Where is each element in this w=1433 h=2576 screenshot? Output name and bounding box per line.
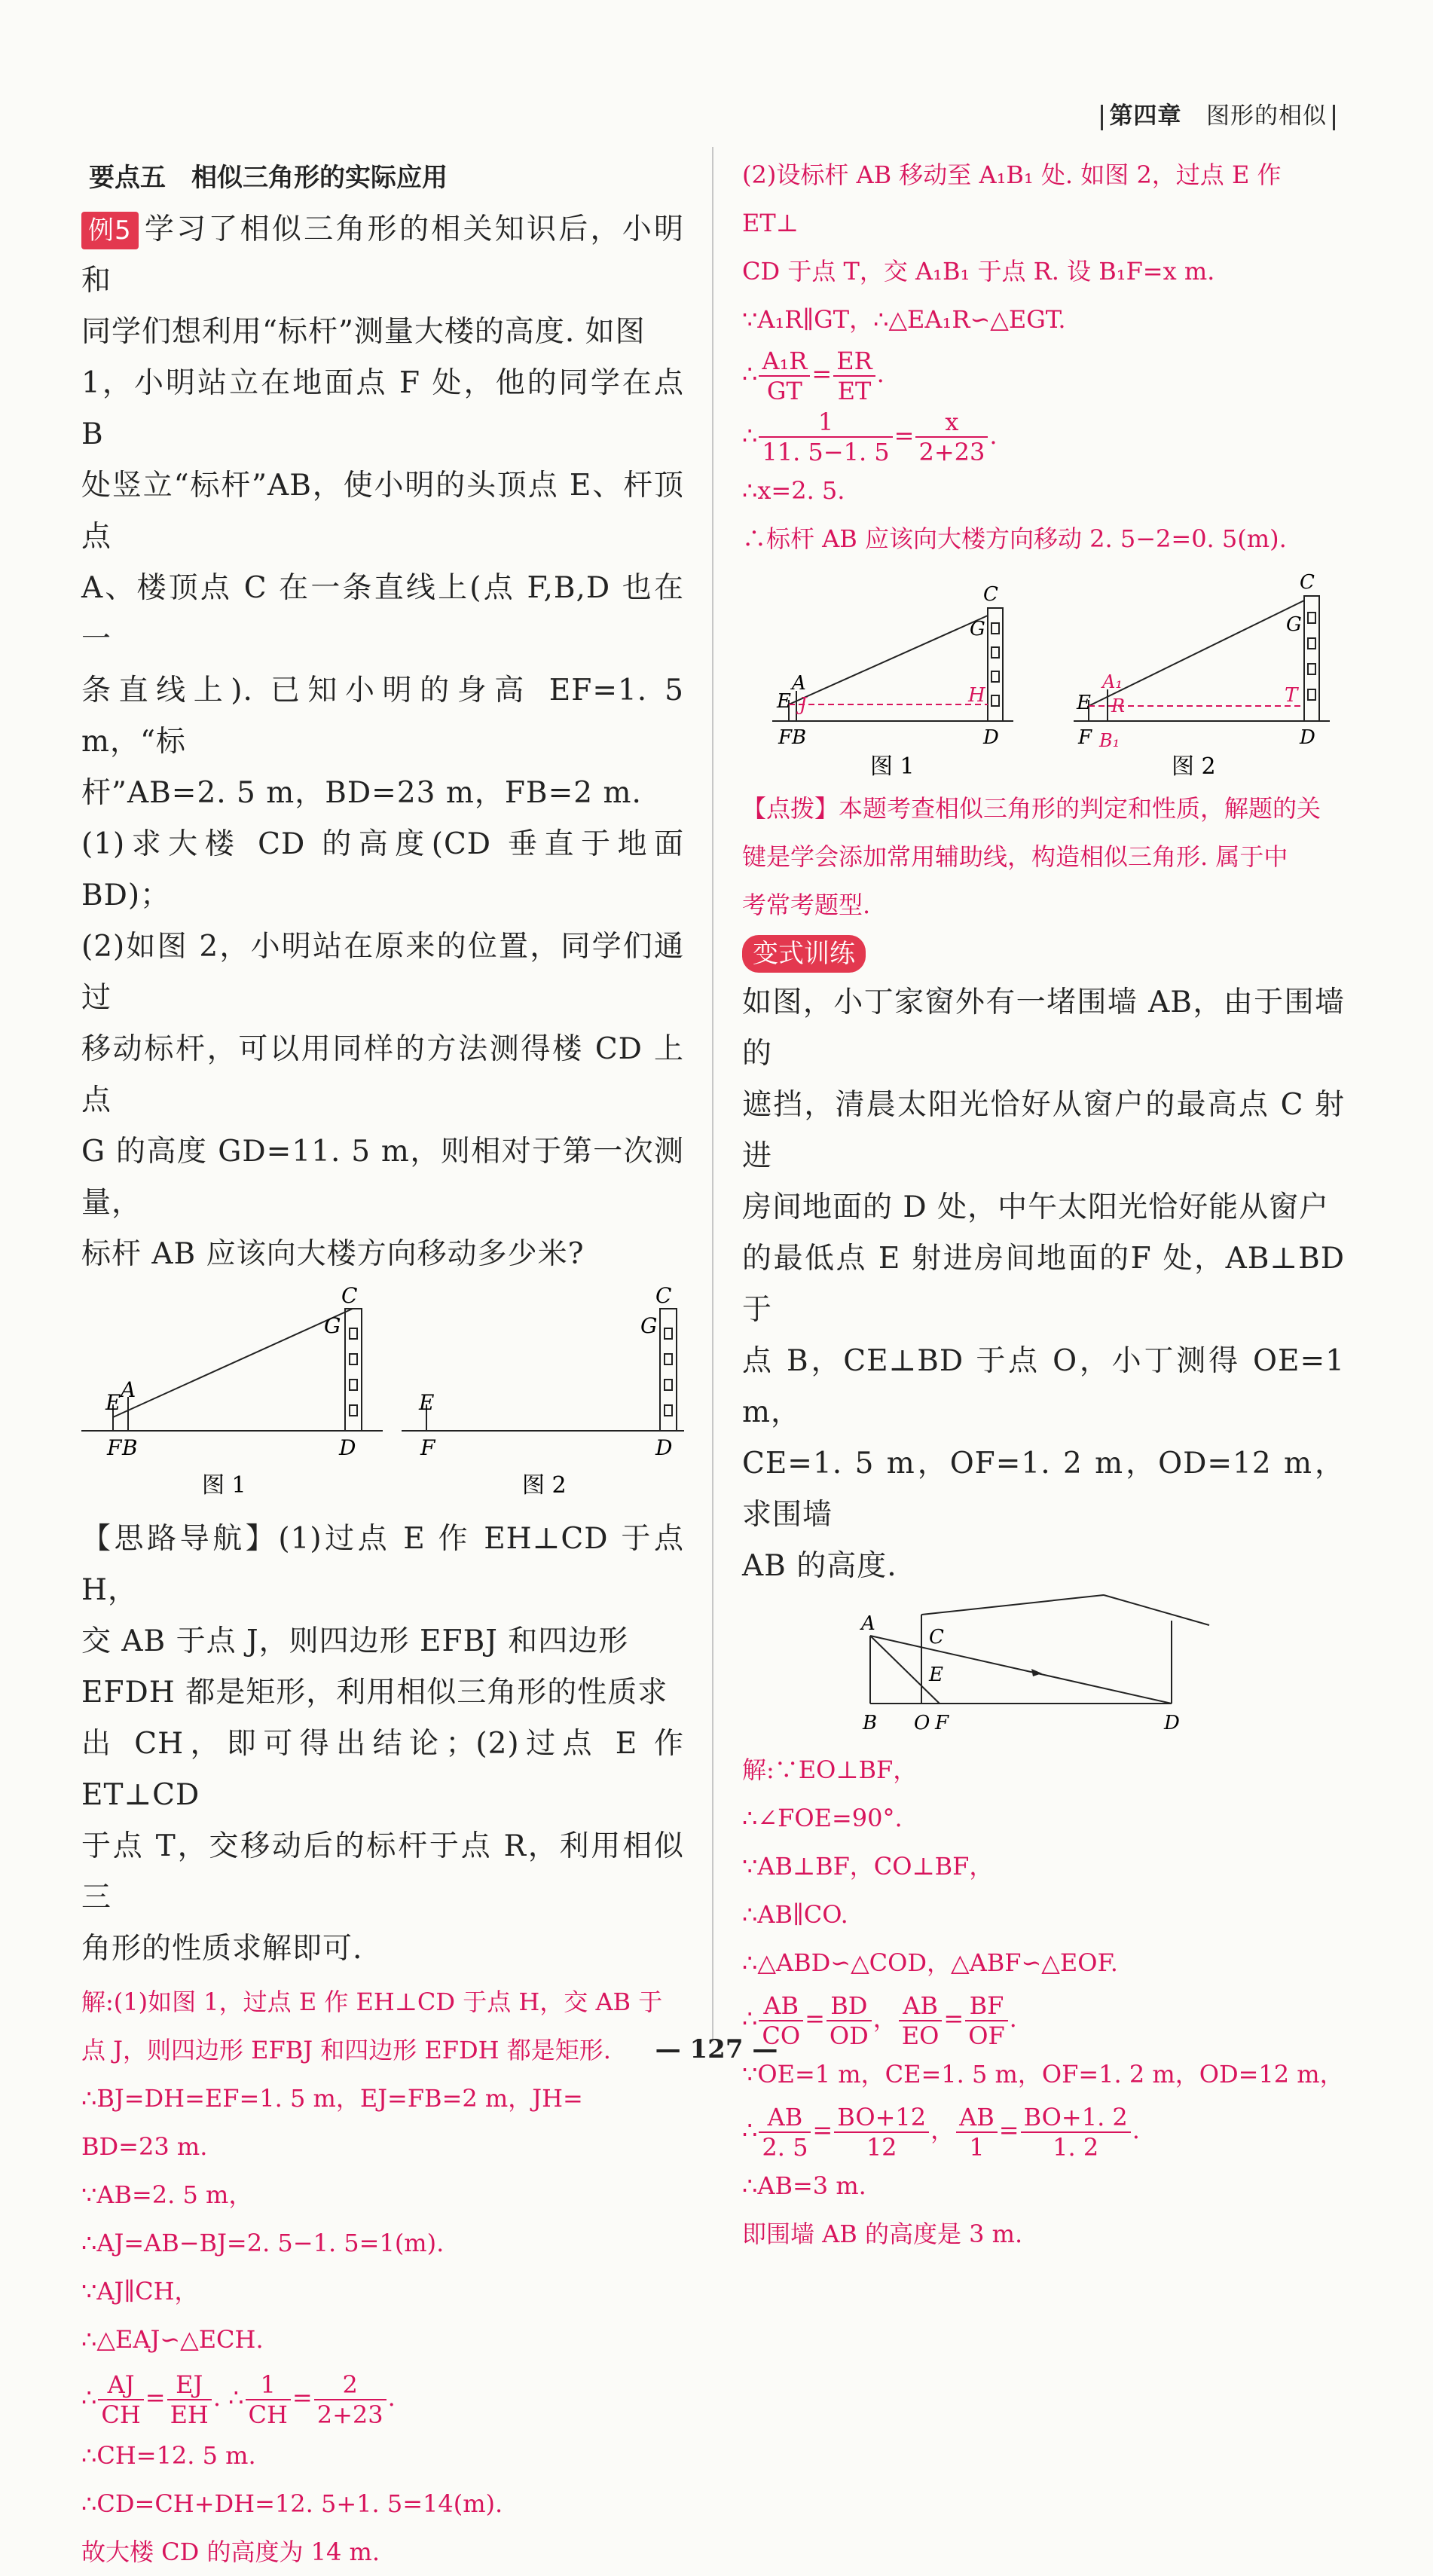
idea-line: EFDH 都是矩形，利用相似三角形的性质求 <box>81 1676 668 1710</box>
fig1-label-G: G <box>324 1313 341 1338</box>
solution-line: ∴△EAJ∽△ECH. <box>81 2325 264 2354</box>
fraction-line: ∴ $\frac{AB}{CO}$ = $\frac{BD}{OD}$ ， $\frac{AB}{EO}$ = $\frac{BF}{OF}$ . <box>742 1991 1017 2050</box>
house-label-C: C <box>929 1626 944 1649</box>
page-number: — 127 — <box>655 2034 778 2064</box>
sol-fig2-D: D <box>1300 726 1315 749</box>
fraction-line: ∴ $\frac{AJ}{CH}$ = $\frac{EJ}{EH}$ . ∴ $\frac{1}{CH}$ = $\frac{2}{2+23}$ . <box>81 2370 396 2429</box>
variant-line: 房间地面的 D 处，中午太阳光恰好能从窗户 <box>742 1190 1330 1224</box>
solution-line: ∴CD=CH+DH=12. 5+1. 5=14(m). <box>81 2489 503 2518</box>
header-divider <box>1333 105 1335 130</box>
house-label-F: F <box>935 1712 949 1734</box>
fig1-label-B: B <box>122 1435 138 1460</box>
idea-guide <box>81 1514 684 1975</box>
sol-fig1-A: A <box>792 672 806 695</box>
problem-line: G 的高度 GD=11. 5 m，则相对于第一次测量， <box>81 1135 684 1220</box>
variant-line: 的最低点 E 射进房间地面的F 处，AB⊥BD于 <box>742 1242 1345 1327</box>
idea-line: 于点 T，交移动后的标杆于点 R，利用相似三 <box>81 1829 684 1914</box>
sol-fig2-A1: A₁ <box>1102 671 1123 692</box>
fig1-caption: 图 1 <box>202 1472 246 1499</box>
fig1-label-D: D <box>339 1435 356 1460</box>
problem-line: 处竖立“标杆”AB，使小明的头顶点 E、杆顶点 <box>81 469 684 554</box>
solution-variant <box>742 1746 1345 2258</box>
variant-line: 点 B，CE⊥BD 于点 O，小丁测得 OE=1 m， <box>742 1344 1345 1429</box>
solution3-line: ∴△ABD∽△COD，△ABF∽△EOF. <box>742 1948 1118 1977</box>
solution3-line: 即围墙 AB 的高度是 3 m. <box>742 2220 1023 2248</box>
chapter-title: 图形的相似 <box>1206 102 1327 130</box>
sol-fig1-D: D <box>983 726 999 749</box>
solution-line: BD=23 m. <box>81 2132 208 2161</box>
solution-line: ∴AJ=AB−BJ=2. 5−1. 5=1(m). <box>81 2229 445 2257</box>
variant-problem <box>742 977 1345 1592</box>
fig2-label-C: C <box>655 1283 672 1308</box>
sol-fig1-F: F <box>778 726 793 749</box>
sol-fig1-H: H <box>968 684 985 707</box>
chapter-label: 第四章 <box>1109 102 1182 130</box>
solution3-line: ∵AB⊥BF，CO⊥BF， <box>742 1852 994 1881</box>
problem-line: 1，小明站立在地面点 F 处，他的同学在点 B <box>81 366 684 451</box>
problem-line: A、楼顶点 C 在一条直线上(点 F,B,D 也在一 <box>81 571 684 656</box>
sol-fig2-T: T <box>1285 684 1298 707</box>
variant-line: AB 的高度. <box>742 1549 897 1583</box>
tip <box>742 784 1345 929</box>
fig1-label-F: F <box>107 1435 122 1460</box>
problem-line: 标杆 AB 应该向大楼方向移动多少米? <box>81 1237 585 1271</box>
sol-fig1-caption: 图 1 <box>870 753 915 780</box>
variant-line: 如图，小丁家窗外有一堵围墙 AB，由于围墙的 <box>742 985 1345 1071</box>
solution-line: 点 J，则四边形 EFBJ 和四边形 EFDH 都是矩形. <box>81 2036 611 2064</box>
sol-fig1-E: E <box>777 690 791 713</box>
ray-arrow <box>1031 1669 1042 1676</box>
solution-line: ∴BJ=DH=EF=1. 5 m，EJ=FB=2 m，JH= <box>81 2084 583 2113</box>
right-column <box>742 151 1345 2258</box>
fraction-line: ∴ $\frac{1}{11. 5-1. 5}$ = $\frac{x}{2+23}$ . <box>742 408 998 466</box>
problem-line: 杆”AB=2. 5 m，BD=23 m，FB=2 m. <box>81 776 642 810</box>
tip-line: 考常考题型. <box>742 891 871 919</box>
idea-line: 出 CH，即可得出结论；(2)过点 E 作 ET⊥CD <box>81 1727 684 1812</box>
variant-line: 遮挡，清晨太阳光恰好从窗户的最高点 C 射进 <box>742 1088 1345 1173</box>
sol-fig1-J: J <box>799 694 807 715</box>
problem-line: 同学们想利用“标杆”测量大楼的高度. 如图 <box>81 315 646 349</box>
tip-line: 【点拨】本题考查相似三角形的判定和性质，解题的关 <box>742 794 1321 823</box>
section-title: 要点五 相似三角形的实际应用 <box>89 163 448 193</box>
solution2-line: (2)设标杆 AB 移动至 A₁B₁ 处. 如图 2，过点 E 作 ET⊥ <box>742 160 1282 237</box>
problem-line: 条直线上). 已知小明的身高 EF=1. 5 m，“标 <box>81 674 684 759</box>
solution2-line: ∴标杆 AB 应该向大楼方向移动 2. 5−2=0. 5(m). <box>742 524 1287 553</box>
ray-AD <box>870 1636 1172 1704</box>
roof-right <box>1104 1595 1209 1625</box>
sol-fig1-G: G <box>970 618 985 640</box>
solution3-line: ∴AB=3 m. <box>742 2171 866 2200</box>
sol-fig2-caption: 图 2 <box>1172 753 1216 780</box>
solution2-line: CD 于点 T，交 A₁B₁ 于点 R. 设 B₁F=x m. <box>742 257 1215 286</box>
fraction-line: ∴ $\frac{AB}{2. 5}$ = $\frac{BO+12}{12}$ ， $\frac{AB}{1}$ = $\frac{BO+1. 2}{1. 2}$ . <box>742 2102 1140 2162</box>
fig2-label-G: G <box>640 1313 658 1338</box>
problem-line: 移动标杆，可以用同样的方法测得楼 CD 上点 <box>81 1032 684 1117</box>
house-label-E: E <box>929 1664 943 1686</box>
example-tag: 例5 <box>81 212 139 249</box>
sol-fig1-C: C <box>983 583 998 606</box>
problem-line: 例5 学习了相似三角形的相关知识后，小明和 <box>81 212 684 298</box>
solution-figures <box>742 563 1345 781</box>
sol-fig2-R: R <box>1111 695 1126 717</box>
solution2-line: ∴x=2. 5. <box>742 476 845 505</box>
house-label-O: O <box>914 1712 930 1734</box>
solution2-line: ∵A₁R∥GT，∴△EA₁R∽△EGT. <box>742 305 1066 334</box>
header-divider <box>1101 105 1103 130</box>
fig2-label-E: E <box>419 1390 435 1415</box>
solution3-line: 解:∵EO⊥BF， <box>742 1756 918 1784</box>
problem-line: (2)如图 2，小明站在原来的位置，同学们通过 <box>81 930 684 1015</box>
variant-tag: 变式训练 <box>742 935 866 973</box>
sol-fig2-F: F <box>1078 726 1092 749</box>
left-column <box>81 143 684 2576</box>
idea-line: 交 AB 于点 J，则四边形 EFBJ 和四边形 <box>81 1624 629 1658</box>
fig1-label-E: E <box>105 1390 121 1415</box>
house-label-A: A <box>861 1612 875 1635</box>
page-header <box>1095 96 1341 130</box>
fig1-label-A: A <box>121 1377 136 1402</box>
solution-line: ∴CH=12. 5 m. <box>81 2441 256 2470</box>
column-divider <box>712 147 713 2042</box>
fraction-line: ∴ $\frac{\text{A₁R}}{GT}$ = $\frac{ER}{ET}$ . <box>742 346 885 405</box>
solution-line: ∵AB=2. 5 m， <box>81 2180 253 2209</box>
example-figures <box>81 1280 684 1506</box>
problem-line: (1)求大楼 CD 的高度(CD 垂直于地面 BD)； <box>81 827 684 912</box>
house-label-D: D <box>1164 1712 1180 1734</box>
idea-line: 角形的性质求解即可. <box>81 1932 363 1966</box>
sol-fig1-B: B <box>792 726 807 749</box>
fig1-label-C: C <box>341 1283 358 1308</box>
sol-fig2-C: C <box>1300 571 1315 594</box>
solution3-line: ∴∠FOE=90°. <box>742 1804 903 1832</box>
idea-line: 【思路导航】(1)过点 E 作 EH⊥CD 于点 H， <box>81 1522 684 1607</box>
solution-line: 故大楼 CD 的高度为 14 m. <box>81 2538 380 2566</box>
house-figure <box>742 1592 1345 1743</box>
fig2-caption: 图 2 <box>522 1472 567 1499</box>
solution-line: ∵AJ∥CH， <box>81 2277 199 2306</box>
house-label-B: B <box>863 1712 878 1734</box>
sol-fig2-E: E <box>1077 692 1091 714</box>
solution-part1 <box>81 1978 684 2576</box>
example-problem <box>81 204 684 1280</box>
sol-fig2-G: G <box>1286 613 1302 636</box>
fig2-label-D: D <box>655 1435 673 1460</box>
solution3-line: ∴AB∥CO. <box>742 1900 848 1929</box>
sol-fig2-B1: B₁ <box>1099 730 1120 751</box>
fig2-label-F: F <box>420 1435 435 1460</box>
variant-line: CE=1. 5 m，OF=1. 2 m，OD=12 m，求围墙 <box>742 1447 1345 1532</box>
solution3-line: ∵OE=1 m，CE=1. 5 m，OF=1. 2 m，OD=12 m， <box>742 2060 1344 2089</box>
roof-left <box>921 1595 1104 1615</box>
tip-line: 键是学会添加常用辅助线，构造相似三角形. 属于中 <box>742 842 1288 871</box>
solution-line: 解:(1)如图 1，过点 E 作 EH⊥CD 于点 H，交 AB 于 <box>81 1988 663 2016</box>
